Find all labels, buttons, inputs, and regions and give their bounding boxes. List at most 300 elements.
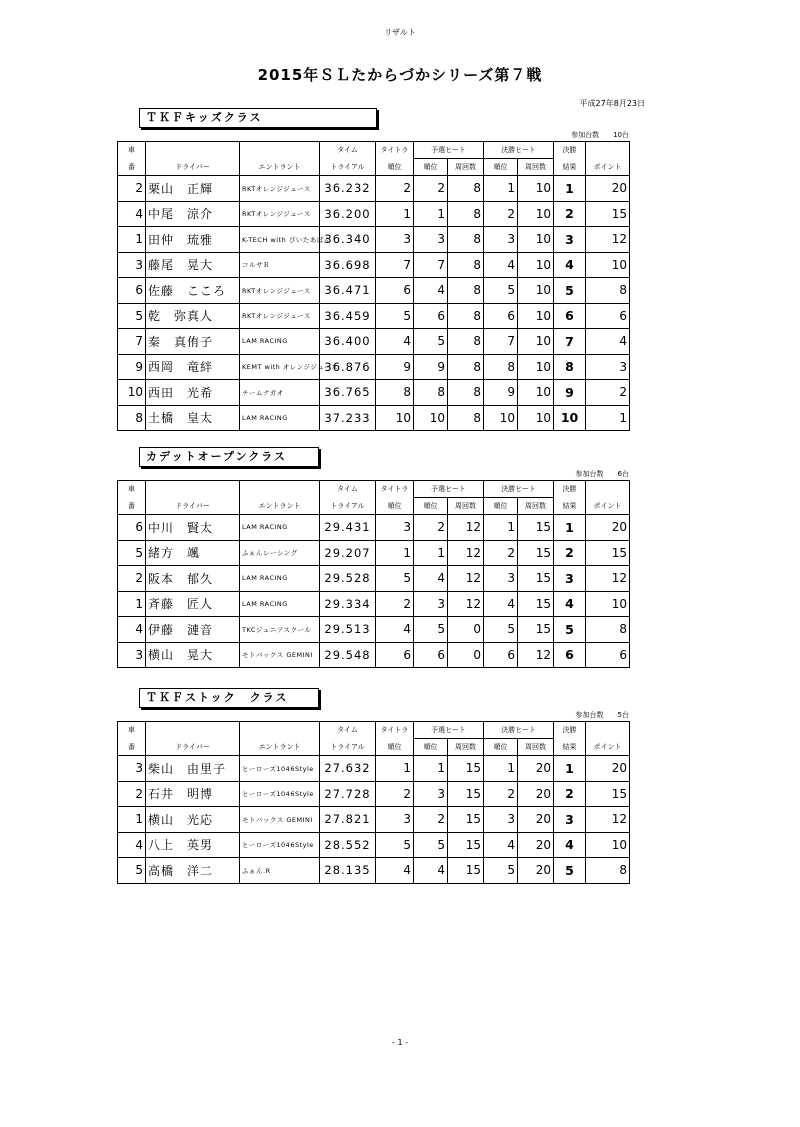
table-row xyxy=(118,303,630,329)
col-header-blank xyxy=(586,481,630,498)
col-qualifying-heat: 予選ヒート xyxy=(414,722,484,739)
heat-rank: 1 xyxy=(414,756,448,782)
final-laps: 15 xyxy=(518,515,554,541)
table-row xyxy=(118,176,630,202)
col-header-blank xyxy=(146,722,240,739)
tt-rank: 2 xyxy=(376,176,414,202)
col-header-blank xyxy=(240,142,320,159)
col-final-result: 決勝 xyxy=(554,481,586,498)
car-number: 5 xyxy=(118,540,146,566)
col-driver: ドライバー xyxy=(146,739,240,756)
tt-rank: 5 xyxy=(376,832,414,858)
trial-time: 29.431 xyxy=(320,515,376,541)
car-number: 1 xyxy=(118,227,146,253)
tt-rank: 7 xyxy=(376,252,414,278)
final-rank: 9 xyxy=(484,380,518,406)
final-rank: 7 xyxy=(484,329,518,355)
final-rank: 8 xyxy=(484,354,518,380)
col-tt-rank: 順位 xyxy=(376,159,414,176)
heat-rank: 8 xyxy=(414,380,448,406)
heat-laps: 15 xyxy=(448,858,484,884)
trial-time: 37.233 xyxy=(320,405,376,431)
col-car-number: 番 xyxy=(118,739,146,756)
final-rank: 4 xyxy=(484,252,518,278)
entrant-name: RKTオレンジジュース xyxy=(240,303,320,329)
heat-rank: 3 xyxy=(414,227,448,253)
final-rank: 2 xyxy=(484,781,518,807)
final-result: 3 xyxy=(554,807,586,833)
tt-rank: 4 xyxy=(376,329,414,355)
car-number: 3 xyxy=(118,252,146,278)
final-result: 2 xyxy=(554,781,586,807)
final-result: 5 xyxy=(554,278,586,304)
points: 6 xyxy=(586,642,630,668)
points: 20 xyxy=(586,515,630,541)
final-result: 9 xyxy=(554,380,586,406)
final-laps: 20 xyxy=(518,781,554,807)
tt-rank: 8 xyxy=(376,380,414,406)
table-row xyxy=(118,807,630,833)
heat-laps: 15 xyxy=(448,781,484,807)
final-rank: 5 xyxy=(484,858,518,884)
car-number: 7 xyxy=(118,329,146,355)
col-time-trial: トライアル xyxy=(320,739,376,756)
table-row xyxy=(118,858,630,884)
final-result: 3 xyxy=(554,227,586,253)
points: 12 xyxy=(586,566,630,592)
col-tt-rank: 順位 xyxy=(376,498,414,515)
col-heat-laps: 周回数 xyxy=(448,159,484,176)
entrant-name: LAM RACING xyxy=(240,405,320,431)
points: 15 xyxy=(586,781,630,807)
entry-count-value: 10台 xyxy=(613,131,629,139)
col-driver: ドライバー xyxy=(146,159,240,176)
points: 10 xyxy=(586,591,630,617)
car-number: 1 xyxy=(118,591,146,617)
col-tt-rank: タイトラ xyxy=(376,142,414,159)
document-date: 平成27年8月23日 xyxy=(579,99,645,108)
entrant-name: TKCジュニアスクール xyxy=(240,617,320,643)
col-time-trial: タイム xyxy=(320,722,376,739)
table-row xyxy=(118,201,630,227)
driver-name: 中尾 涼介 xyxy=(146,201,240,227)
points: 3 xyxy=(586,354,630,380)
final-rank: 1 xyxy=(484,756,518,782)
points: 15 xyxy=(586,201,630,227)
header-label: リザルト xyxy=(384,28,416,37)
points: 8 xyxy=(586,278,630,304)
table-row xyxy=(118,617,630,643)
driver-name: 石井 明博 xyxy=(146,781,240,807)
trial-time: 36.400 xyxy=(320,329,376,355)
entry-count xyxy=(571,130,629,140)
points: 10 xyxy=(586,832,630,858)
points: 20 xyxy=(586,176,630,202)
trial-time: 36.765 xyxy=(320,380,376,406)
car-number: 3 xyxy=(118,756,146,782)
entry-count xyxy=(576,710,629,720)
heat-rank: 10 xyxy=(414,405,448,431)
col-header-blank xyxy=(240,481,320,498)
car-number: 1 xyxy=(118,807,146,833)
final-laps: 10 xyxy=(518,176,554,202)
points: 20 xyxy=(586,756,630,782)
tt-rank: 3 xyxy=(376,227,414,253)
col-final-laps: 周回数 xyxy=(518,739,554,756)
heat-rank: 5 xyxy=(414,832,448,858)
col-car-number: 番 xyxy=(118,498,146,515)
heat-laps: 8 xyxy=(448,227,484,253)
final-result: 4 xyxy=(554,591,586,617)
col-car-number: 番 xyxy=(118,159,146,176)
col-final-result: 決勝 xyxy=(554,722,586,739)
section-title: ＴＫＦキッズクラス xyxy=(139,108,377,128)
entrant-name: RKTオレンジジュース xyxy=(240,201,320,227)
final-rank: 5 xyxy=(484,278,518,304)
heat-laps: 0 xyxy=(448,617,484,643)
tt-rank: 6 xyxy=(376,642,414,668)
final-laps: 10 xyxy=(518,201,554,227)
table-row xyxy=(118,405,630,431)
driver-name: 緒方 颯 xyxy=(146,540,240,566)
driver-name: 八上 英男 xyxy=(146,832,240,858)
col-qualifying-heat: 予選ヒート xyxy=(414,142,484,159)
entrant-name: チームナガオ xyxy=(240,380,320,406)
heat-rank: 4 xyxy=(414,278,448,304)
final-laps: 20 xyxy=(518,832,554,858)
trial-time: 27.821 xyxy=(320,807,376,833)
col-final-heat: 決勝ヒート xyxy=(484,142,554,159)
page-number: - 1 - xyxy=(392,1038,408,1047)
car-number: 2 xyxy=(118,781,146,807)
col-final-result: 結果 xyxy=(554,739,586,756)
col-points: ポイント xyxy=(586,739,630,756)
col-tt-rank: タイトラ xyxy=(376,481,414,498)
heat-laps: 15 xyxy=(448,756,484,782)
points: 12 xyxy=(586,227,630,253)
final-result: 4 xyxy=(554,832,586,858)
driver-name: 横山 晃大 xyxy=(146,642,240,668)
tt-rank: 6 xyxy=(376,278,414,304)
heat-rank: 2 xyxy=(414,515,448,541)
entry-count-value: 5台 xyxy=(617,711,629,719)
entrant-name: LAM RACING xyxy=(240,329,320,355)
entrant-name: LAM RACING xyxy=(240,591,320,617)
entry-count-label: 参加台数 xyxy=(571,131,600,139)
final-rank: 2 xyxy=(484,201,518,227)
col-time-trial: トライアル xyxy=(320,498,376,515)
table-row xyxy=(118,642,630,668)
final-laps: 10 xyxy=(518,227,554,253)
table-row xyxy=(118,566,630,592)
col-final-result: 決勝 xyxy=(554,142,586,159)
heat-rank: 7 xyxy=(414,252,448,278)
heat-laps: 8 xyxy=(448,252,484,278)
final-rank: 3 xyxy=(484,566,518,592)
driver-name: 田仲 琉雅 xyxy=(146,227,240,253)
heat-laps: 15 xyxy=(448,832,484,858)
tt-rank: 1 xyxy=(376,756,414,782)
final-laps: 12 xyxy=(518,642,554,668)
results-table xyxy=(117,721,630,884)
final-result: 4 xyxy=(554,252,586,278)
final-rank: 3 xyxy=(484,227,518,253)
driver-name: 伊藤 漣音 xyxy=(146,617,240,643)
driver-name: 高橋 洋二 xyxy=(146,858,240,884)
car-number: 2 xyxy=(118,566,146,592)
final-rank: 6 xyxy=(484,303,518,329)
trial-time: 36.232 xyxy=(320,176,376,202)
car-number: 6 xyxy=(118,278,146,304)
col-heat-rank: 順位 xyxy=(414,739,448,756)
trial-time: 36.340 xyxy=(320,227,376,253)
final-laps: 15 xyxy=(518,617,554,643)
col-points: ポイント xyxy=(586,498,630,515)
heat-laps: 8 xyxy=(448,380,484,406)
heat-rank: 2 xyxy=(414,176,448,202)
points: 15 xyxy=(586,540,630,566)
col-final-rank: 順位 xyxy=(484,159,518,176)
table-row xyxy=(118,252,630,278)
final-result: 5 xyxy=(554,617,586,643)
col-entrant: エントラント xyxy=(240,498,320,515)
col-time-trial: タイム xyxy=(320,481,376,498)
tt-rank: 10 xyxy=(376,405,414,431)
final-result: 3 xyxy=(554,566,586,592)
col-entrant: エントラント xyxy=(240,739,320,756)
entrant-name: ふぁんレーシング xyxy=(240,540,320,566)
trial-time: 36.698 xyxy=(320,252,376,278)
heat-laps: 12 xyxy=(448,540,484,566)
col-tt-rank: タイトラ xyxy=(376,722,414,739)
heat-rank: 9 xyxy=(414,354,448,380)
heat-rank: 6 xyxy=(414,303,448,329)
col-heat-rank: 順位 xyxy=(414,498,448,515)
car-number: 4 xyxy=(118,201,146,227)
entrant-name: ふぁん.R xyxy=(240,858,320,884)
heat-laps: 8 xyxy=(448,201,484,227)
trial-time: 27.632 xyxy=(320,756,376,782)
table-row xyxy=(118,227,630,253)
table-row xyxy=(118,540,630,566)
tt-rank: 1 xyxy=(376,201,414,227)
col-header-blank xyxy=(240,722,320,739)
car-number: 3 xyxy=(118,642,146,668)
car-number: 8 xyxy=(118,405,146,431)
section-title: ＴＫＦストック クラス xyxy=(139,688,319,708)
tt-rank: 3 xyxy=(376,515,414,541)
final-result: 2 xyxy=(554,540,586,566)
final-laps: 15 xyxy=(518,540,554,566)
col-header-blank xyxy=(146,142,240,159)
heat-laps: 8 xyxy=(448,405,484,431)
final-rank: 4 xyxy=(484,591,518,617)
final-laps: 10 xyxy=(518,303,554,329)
final-result: 1 xyxy=(554,176,586,202)
entrant-name: ヒーローズ1046Style xyxy=(240,832,320,858)
final-result: 1 xyxy=(554,756,586,782)
entrant-name: LAM RACING xyxy=(240,566,320,592)
tt-rank: 4 xyxy=(376,617,414,643)
trial-time: 36.876 xyxy=(320,354,376,380)
final-result: 6 xyxy=(554,642,586,668)
entrant-name: RKTオレンジジュース xyxy=(240,278,320,304)
trial-time: 29.207 xyxy=(320,540,376,566)
driver-name: 西岡 竜絆 xyxy=(146,354,240,380)
final-laps: 10 xyxy=(518,354,554,380)
trial-time: 27.728 xyxy=(320,781,376,807)
driver-name: 秦 真侑子 xyxy=(146,329,240,355)
trial-time: 36.471 xyxy=(320,278,376,304)
trial-time: 29.528 xyxy=(320,566,376,592)
final-rank: 6 xyxy=(484,642,518,668)
final-result: 1 xyxy=(554,515,586,541)
trial-time: 29.548 xyxy=(320,642,376,668)
table-row xyxy=(118,380,630,406)
heat-rank: 5 xyxy=(414,329,448,355)
col-time-trial: タイム xyxy=(320,142,376,159)
final-rank: 1 xyxy=(484,515,518,541)
final-rank: 2 xyxy=(484,540,518,566)
car-number: 6 xyxy=(118,515,146,541)
table-row xyxy=(118,354,630,380)
results-table xyxy=(117,141,630,431)
heat-laps: 8 xyxy=(448,354,484,380)
heat-laps: 15 xyxy=(448,807,484,833)
driver-name: 柴山 由里子 xyxy=(146,756,240,782)
final-laps: 15 xyxy=(518,591,554,617)
heat-rank: 5 xyxy=(414,617,448,643)
driver-name: 中川 賢太 xyxy=(146,515,240,541)
tt-rank: 2 xyxy=(376,781,414,807)
car-number: 2 xyxy=(118,176,146,202)
table-row xyxy=(118,756,630,782)
driver-name: 阪本 郁久 xyxy=(146,566,240,592)
entrant-name: モトバックス GEMINI xyxy=(240,807,320,833)
tt-rank: 2 xyxy=(376,591,414,617)
heat-laps: 12 xyxy=(448,591,484,617)
car-number: 4 xyxy=(118,617,146,643)
tt-rank: 1 xyxy=(376,540,414,566)
col-car-number: 車 xyxy=(118,142,146,159)
col-tt-rank: 順位 xyxy=(376,739,414,756)
table-row xyxy=(118,515,630,541)
table-row xyxy=(118,591,630,617)
col-heat-laps: 周回数 xyxy=(448,498,484,515)
final-rank: 4 xyxy=(484,832,518,858)
final-laps: 10 xyxy=(518,252,554,278)
results-table xyxy=(117,480,630,668)
col-time-trial: トライアル xyxy=(320,159,376,176)
points: 10 xyxy=(586,252,630,278)
col-entrant: エントラント xyxy=(240,159,320,176)
heat-rank: 6 xyxy=(414,642,448,668)
final-rank: 5 xyxy=(484,617,518,643)
tt-rank: 4 xyxy=(376,858,414,884)
heat-laps: 12 xyxy=(448,566,484,592)
entrant-name: ヒーローズ1046Style xyxy=(240,781,320,807)
col-car-number: 車 xyxy=(118,481,146,498)
final-rank: 10 xyxy=(484,405,518,431)
heat-rank: 4 xyxy=(414,566,448,592)
col-header-blank xyxy=(586,142,630,159)
entry-count-label: 参加台数 xyxy=(575,711,604,719)
trial-time: 29.334 xyxy=(320,591,376,617)
col-header-blank xyxy=(146,481,240,498)
final-rank: 1 xyxy=(484,176,518,202)
points: 12 xyxy=(586,807,630,833)
col-driver: ドライバー xyxy=(146,498,240,515)
final-laps: 20 xyxy=(518,858,554,884)
entry-count-label: 参加台数 xyxy=(575,470,604,478)
heat-laps: 8 xyxy=(448,176,484,202)
final-result: 10 xyxy=(554,405,586,431)
trial-time: 29.513 xyxy=(320,617,376,643)
heat-laps: 0 xyxy=(448,642,484,668)
col-car-number: 車 xyxy=(118,722,146,739)
tt-rank: 3 xyxy=(376,807,414,833)
final-result: 8 xyxy=(554,354,586,380)
trial-time: 28.552 xyxy=(320,832,376,858)
heat-rank: 1 xyxy=(414,201,448,227)
col-final-rank: 順位 xyxy=(484,739,518,756)
tt-rank: 9 xyxy=(376,354,414,380)
final-laps: 10 xyxy=(518,380,554,406)
document-title: 2015年ＳＬたからづかシリーズ第７戦 xyxy=(257,66,543,84)
final-laps: 10 xyxy=(518,278,554,304)
entrant-name: RKTオレンジジュース xyxy=(240,176,320,202)
col-points: ポイント xyxy=(586,159,630,176)
heat-rank: 4 xyxy=(414,858,448,884)
final-laps: 10 xyxy=(518,405,554,431)
entrant-name: KEMT with オレンジジュース xyxy=(240,354,320,380)
points: 8 xyxy=(586,617,630,643)
trial-time: 28.135 xyxy=(320,858,376,884)
final-result: 2 xyxy=(554,201,586,227)
car-number: 4 xyxy=(118,832,146,858)
final-laps: 15 xyxy=(518,566,554,592)
final-rank: 3 xyxy=(484,807,518,833)
heat-rank: 3 xyxy=(414,591,448,617)
col-heat-rank: 順位 xyxy=(414,159,448,176)
driver-name: 横山 光応 xyxy=(146,807,240,833)
final-result: 7 xyxy=(554,329,586,355)
col-final-heat: 決勝ヒート xyxy=(484,722,554,739)
heat-rank: 1 xyxy=(414,540,448,566)
heat-laps: 8 xyxy=(448,303,484,329)
entry-count-value: 6台 xyxy=(617,470,629,478)
points: 8 xyxy=(586,858,630,884)
trial-time: 36.200 xyxy=(320,201,376,227)
tt-rank: 5 xyxy=(376,303,414,329)
car-number: 5 xyxy=(118,858,146,884)
col-heat-laps: 周回数 xyxy=(448,739,484,756)
driver-name: 乾 弥真人 xyxy=(146,303,240,329)
tt-rank: 5 xyxy=(376,566,414,592)
driver-name: 斉藤 匠人 xyxy=(146,591,240,617)
table-row xyxy=(118,329,630,355)
entrant-name: ヒーローズ1046Style xyxy=(240,756,320,782)
final-laps: 20 xyxy=(518,756,554,782)
entry-count xyxy=(576,469,629,479)
heat-laps: 8 xyxy=(448,278,484,304)
points: 2 xyxy=(586,380,630,406)
final-laps: 20 xyxy=(518,807,554,833)
points: 4 xyxy=(586,329,630,355)
col-final-rank: 順位 xyxy=(484,498,518,515)
points: 6 xyxy=(586,303,630,329)
points: 1 xyxy=(586,405,630,431)
